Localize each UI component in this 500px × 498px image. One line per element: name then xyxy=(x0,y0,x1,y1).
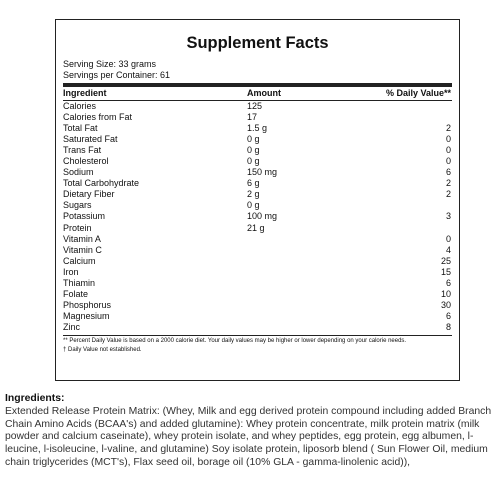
table-row xyxy=(63,300,452,311)
nutrient-name: Calories from Fat xyxy=(63,112,133,123)
serving-info xyxy=(63,59,452,81)
nutrient-daily-value: 6 xyxy=(445,167,451,178)
nutrient-name: Calcium xyxy=(63,255,96,266)
table-row xyxy=(63,211,452,222)
nutrient-amount: 0 g xyxy=(247,145,260,156)
nutrient-amount: 21 g xyxy=(247,222,265,233)
nutrient-daily-value: 2 xyxy=(445,189,451,200)
table-row xyxy=(63,145,452,156)
table-header xyxy=(63,88,452,99)
nutrient-amount xyxy=(247,278,357,289)
table-row xyxy=(63,278,452,289)
nutrient-amount xyxy=(247,322,357,333)
nutrient-amount xyxy=(247,256,357,267)
ingredients-text: Extended Release Protein Matrix: (Whey, Milk and egg derived protein compound including added Branch Chain Amino Acids (BCAA's) and added glutamine): Whey protein concentrate, milk protein matrix (milk powder and calcium caseinate), whey protein isolate, and whey peptides, egg protein, egg albumen, l-leucine, l-isoleucine, l-valine, and glutamine) Soy isolate protein, liposorb blend ( Sun Flower Oil, medium chain triglycerides (MCT's), Flax seed oil, borage oil (10% GLA - gamma-linolenic acid)), xyxy=(5,405,492,468)
nutrient-daily-value: 6 xyxy=(445,310,451,321)
nutrient-amount: 1.5 g xyxy=(247,123,268,134)
nutrient-amount: 150 mg xyxy=(247,167,278,178)
nutrient-amount xyxy=(247,289,357,300)
nutrient-name: Magnesium xyxy=(63,310,110,321)
table-row xyxy=(63,112,452,123)
table-row xyxy=(63,234,452,245)
nutrient-daily-value: 3 xyxy=(445,211,451,222)
nutrient-name: Potassium xyxy=(63,211,106,222)
nutrient-amount xyxy=(247,267,357,278)
ingredients-title: Ingredients: xyxy=(5,393,65,404)
table-row xyxy=(63,156,452,167)
nutrient-daily-value: 0 xyxy=(445,134,451,145)
nutrient-amount: 6 g xyxy=(247,178,260,189)
nutrient-name: Sodium xyxy=(63,167,94,178)
nutrient-daily-value xyxy=(357,200,452,211)
nutrient-daily-value: 8 xyxy=(445,321,451,332)
table-row xyxy=(63,322,452,333)
nutrient-name: Total Fat xyxy=(63,123,98,134)
nutrient-amount: 2 g xyxy=(247,189,260,200)
footnote-daily-value: ** Percent Daily Value is based on a 2000 calorie diet. Your daily values may be higher or lower depending on your calorie needs. xyxy=(63,337,407,344)
thick-divider xyxy=(63,83,452,87)
table-row xyxy=(63,200,452,211)
nutrient-daily-value: 15 xyxy=(440,266,451,277)
nutrient-daily-value: 4 xyxy=(445,244,451,255)
nutrient-amount: 0 g xyxy=(247,200,260,211)
nutrient-daily-value: 0 xyxy=(445,233,451,244)
table-row xyxy=(63,223,452,234)
nutrient-amount xyxy=(247,245,357,256)
nutrient-daily-value xyxy=(357,101,452,112)
nutrient-name: Protein xyxy=(63,222,92,233)
nutrient-amount: 100 mg xyxy=(247,211,278,222)
table-row xyxy=(63,101,452,112)
table-row xyxy=(63,134,452,145)
nutrient-amount xyxy=(247,311,357,322)
header-ingredient: Ingredient xyxy=(63,88,107,98)
facts-title: Supplement Facts xyxy=(186,34,329,52)
nutrient-daily-value: 30 xyxy=(440,299,451,310)
nutrient-amount: 0 g xyxy=(247,156,260,167)
nutrient-name: Iron xyxy=(63,266,79,277)
nutrient-name: Sugars xyxy=(63,200,92,211)
nutrient-daily-value: 0 xyxy=(445,156,451,167)
table-row xyxy=(63,311,452,322)
nutrient-daily-value xyxy=(357,112,452,123)
nutrient-name: Cholesterol xyxy=(63,156,109,167)
nutrient-daily-value: 25 xyxy=(440,255,451,266)
table-row xyxy=(63,267,452,278)
nutrient-amount: 17 xyxy=(247,112,258,123)
nutrient-daily-value: 10 xyxy=(440,288,451,299)
table-row xyxy=(63,167,452,178)
nutrient-name: Total Carbohydrate xyxy=(63,178,140,189)
nutrient-name: Calories xyxy=(63,101,97,111)
serving-size: Serving Size: 33 grams xyxy=(63,59,157,69)
table-row xyxy=(63,245,452,256)
nutrient-amount: 125 xyxy=(247,101,263,111)
table-row xyxy=(63,178,452,189)
nutrient-name: Vitamin C xyxy=(63,244,102,255)
nutrient-name: Thiamin xyxy=(63,277,96,288)
nutrient-amount: 0 g xyxy=(247,134,260,145)
nutrient-name: Zinc xyxy=(63,321,81,332)
nutrient-daily-value: 2 xyxy=(445,178,451,189)
servings-per-container: Servings per Container: 61 xyxy=(63,70,171,80)
ingredients-section xyxy=(5,393,497,470)
nutrient-daily-value: 6 xyxy=(445,277,451,288)
header-amount: Amount xyxy=(247,88,281,98)
nutrient-name: Phosphorus xyxy=(63,299,112,310)
nutrient-amount xyxy=(247,300,357,311)
nutrient-name: Saturated Fat xyxy=(63,134,118,145)
nutrient-rows xyxy=(63,101,452,333)
footnote-divider xyxy=(63,335,452,336)
nutrient-name: Vitamin A xyxy=(63,233,101,244)
supplement-facts-panel xyxy=(55,19,460,381)
nutrient-amount xyxy=(247,234,357,245)
table-row xyxy=(63,123,452,134)
header-daily-value: % Daily Value** xyxy=(385,88,451,98)
nutrient-daily-value: 0 xyxy=(445,145,451,156)
table-row xyxy=(63,189,452,200)
nutrient-daily-value xyxy=(357,223,452,234)
nutrient-name: Trans Fat xyxy=(63,145,102,156)
nutrient-daily-value: 2 xyxy=(445,123,451,134)
table-row xyxy=(63,289,452,300)
nutrient-name: Folate xyxy=(63,288,89,299)
nutrient-name: Dietary Fiber xyxy=(63,189,115,200)
table-row xyxy=(63,256,452,267)
footnote-not-established: † Daily Value not established. xyxy=(63,346,142,353)
